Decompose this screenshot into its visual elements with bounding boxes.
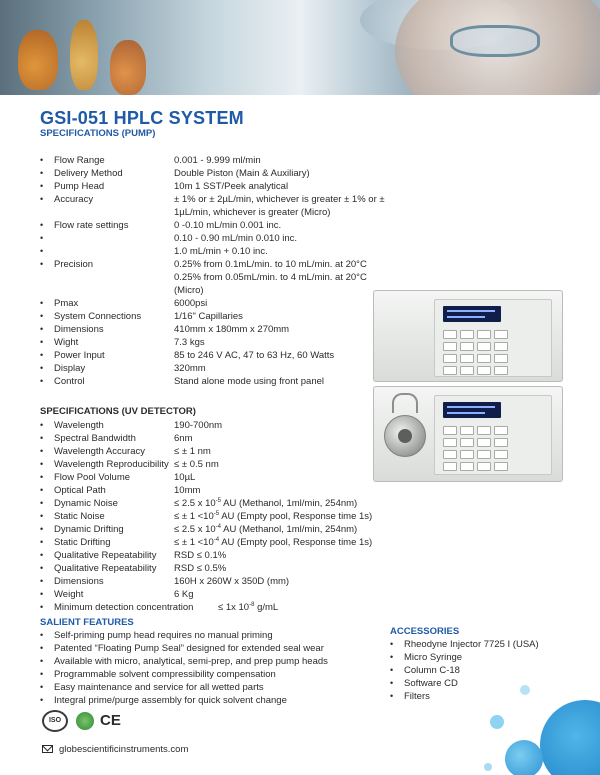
spec-label: Power Input [54,350,105,361]
spec-label: System Connections [54,311,142,322]
exponent: -8 [249,602,255,608]
accessory-item: • Software CD [390,677,539,690]
decorative-bubbles [480,645,600,775]
spec-label: Dimensions [54,324,104,335]
spec-label: Wavelength Reproducibility [54,459,169,470]
feature-item: • Integral prime/purge assembly for quick solvent change [40,694,328,707]
spec-value: 7.3 kgs [174,337,205,348]
spec-label: Wavelength [54,420,104,431]
spec-value: 0.10 - 0.90 mL/min 0.010 inc. [174,233,298,244]
accessory-item: • Micro Syringe [390,651,539,664]
feature-item: • Patented “Floating Pump Seal” designed for extended seal wear [40,642,328,655]
pump-lcd-display [443,306,501,322]
spec-label: Qualitative Repeatability [54,550,157,561]
spec-label: Dimensions [54,576,104,587]
green-cert-logo [76,712,94,730]
exponent: -4 [215,524,221,530]
spec-value: Stand alone mode using front panel [174,376,324,387]
spec-label: Flow rate settings [54,220,129,231]
spec-value: 10m 1 SST/Peek analytical [174,181,289,192]
ce-mark: CE [100,712,121,729]
feature-item: • Available with micro, analytical, semi-prep, and prep pump heads [40,655,328,668]
bubble-decoration [484,763,492,771]
spec-value: RSD ≤ 0.5% [174,563,227,574]
spec-label: Control [54,376,85,387]
spec-label: Delivery Method [54,168,123,179]
detector-front-panel [434,395,552,475]
spec-value: Double Piston (Main & Auxiliary) [174,168,310,179]
website-link[interactable]: globescientificinstruments.com [59,744,189,755]
spec-value: ≤ ± 0.5 nm [174,459,219,470]
spec-value: 0 -0.10 mL/min 0.001 inc. [174,220,282,231]
spec-value: ± 1% or ± 2µL/min, whichever is greater ± 1% or ± [174,194,385,205]
page-title: GSI-051 HPLC SYSTEM [40,108,244,128]
flask-image [18,30,58,90]
spec-value: 0.001 - 9.999 ml/min [174,155,261,166]
spec-value: 6000psi [174,298,208,309]
spec-label: Display [54,363,86,374]
spec-label: Optical Path [54,485,106,496]
spec-value: 1/16" Capillaries [174,311,243,322]
detector-unit-image [373,386,563,482]
flask-image [110,40,146,95]
spec-label: Spectral Bandwidth [54,433,136,444]
spec-value: 85 to 246 V AC, 47 to 63 Hz, 60 Watts [174,350,335,361]
spec-value: 160H x 260W x 350D (mm) [174,576,290,587]
feature-item: • Easy maintenance and service for all wetted parts [40,681,328,694]
header-banner-image [0,0,600,95]
pump-unit-image [373,290,563,382]
exponent: -4 [213,537,220,543]
spec-value: 1µL/min, whichever is greater (Micro) [174,207,331,218]
feature-item: • Self-priming pump head requires no manual priming [40,629,328,642]
spec-label: Dynamic Drifting [54,524,124,535]
bubble-decoration [540,700,600,775]
accessory-item: • Column C-18 [390,664,539,677]
pump-keypad [443,330,508,375]
bubble-decoration [505,740,543,775]
feature-item: • Programmable solvent compressibility compensation [40,668,328,681]
spec-value: ≤ ± $1 <10^{-4}$ AU (Empty pool, Response time 1s) [174,537,373,548]
spec-label: Static Noise [54,511,105,522]
spec-value: ≤ 2.5 x $10^{-5}$ AU (Methanol, 1ml/min, 254nm) [174,498,358,509]
spec-label: Weight [54,589,84,600]
flask-image [70,20,98,90]
spec-value: 6nm [174,433,193,444]
spec-value: (Micro) [174,285,204,296]
pump-spec-heading: SPECIFICATIONS (PUMP) [40,128,156,139]
spec-label: Flow Pool Volume [54,472,131,483]
mail-icon [42,745,53,753]
spec-label: Static Drifting [54,537,111,548]
spec-value: 1.0 mL/min + 0.10 inc. [174,246,268,257]
spec-value: 410mm x 180mm x 270mm [174,324,290,335]
spec-value: 0.25% from 0.1mL/min. to 10 mL/min. at 20°C [174,259,367,270]
exponent: -5 [215,498,221,504]
spec-value: RSD ≤ 0.1% [174,550,227,561]
spec-label: Wight [54,337,79,348]
bubble-decoration [520,685,530,695]
bubble-decoration [490,715,504,729]
spec-value: ≤ 1x $10^{-8}$ g/mL [218,602,279,613]
spec-label: Minimum detection concentration [54,602,194,613]
spec-value: 6 Kg [174,589,194,600]
pump-front-panel [434,299,552,377]
spec-label: Wavelength Accuracy [54,446,145,457]
spec-value: ≤ ± $1 <10^{-5}$ AU (Empty pool, Response time 1s) [174,511,373,522]
goggles-image [450,25,540,57]
iso-logo: ISO [42,710,68,732]
spec-label: Qualitative Repeatability [54,563,157,574]
features-list [40,629,328,707]
spec-label: Dynamic Noise [54,498,118,509]
pump-head-image [384,415,426,457]
spec-value: 320mm [174,363,206,374]
spec-value: 10µL [174,472,196,483]
spec-label: Pump Head [54,181,105,192]
footer-website [42,744,188,755]
detector-lcd-display [443,402,501,418]
spec-value: 190-700nm [174,420,223,431]
spec-value: 0.25% from 0.05mL/min. to 4 mL/min. at 20°C [174,272,367,283]
accessory-item: • Filters [390,690,539,703]
uv-spec-heading: SPECIFICATIONS (UV DETECTOR) [40,406,196,417]
tubing-image [392,393,418,413]
spec-label: Accuracy [54,194,94,205]
spec-label: Precision [54,259,94,270]
detector-keypad [443,426,508,471]
features-heading: SALIENT FEATURES [40,617,134,628]
accessory-item: • Rheodyne Injector 7725 I (USA) [390,638,539,651]
exponent: -5 [213,511,220,517]
spec-value: 10mm [174,485,201,496]
spec-label: Flow Range [54,155,105,166]
accessories-heading: ACCESSORIES [390,626,460,637]
spec-value: ≤ ± 1 nm [174,446,211,457]
hplc-device-image [373,290,563,482]
spec-value: ≤ 2.5 x $10^{-4}$ AU (Methanol, 1ml/min, 254nm) [174,524,358,535]
spec-label: Pmax [54,298,79,309]
